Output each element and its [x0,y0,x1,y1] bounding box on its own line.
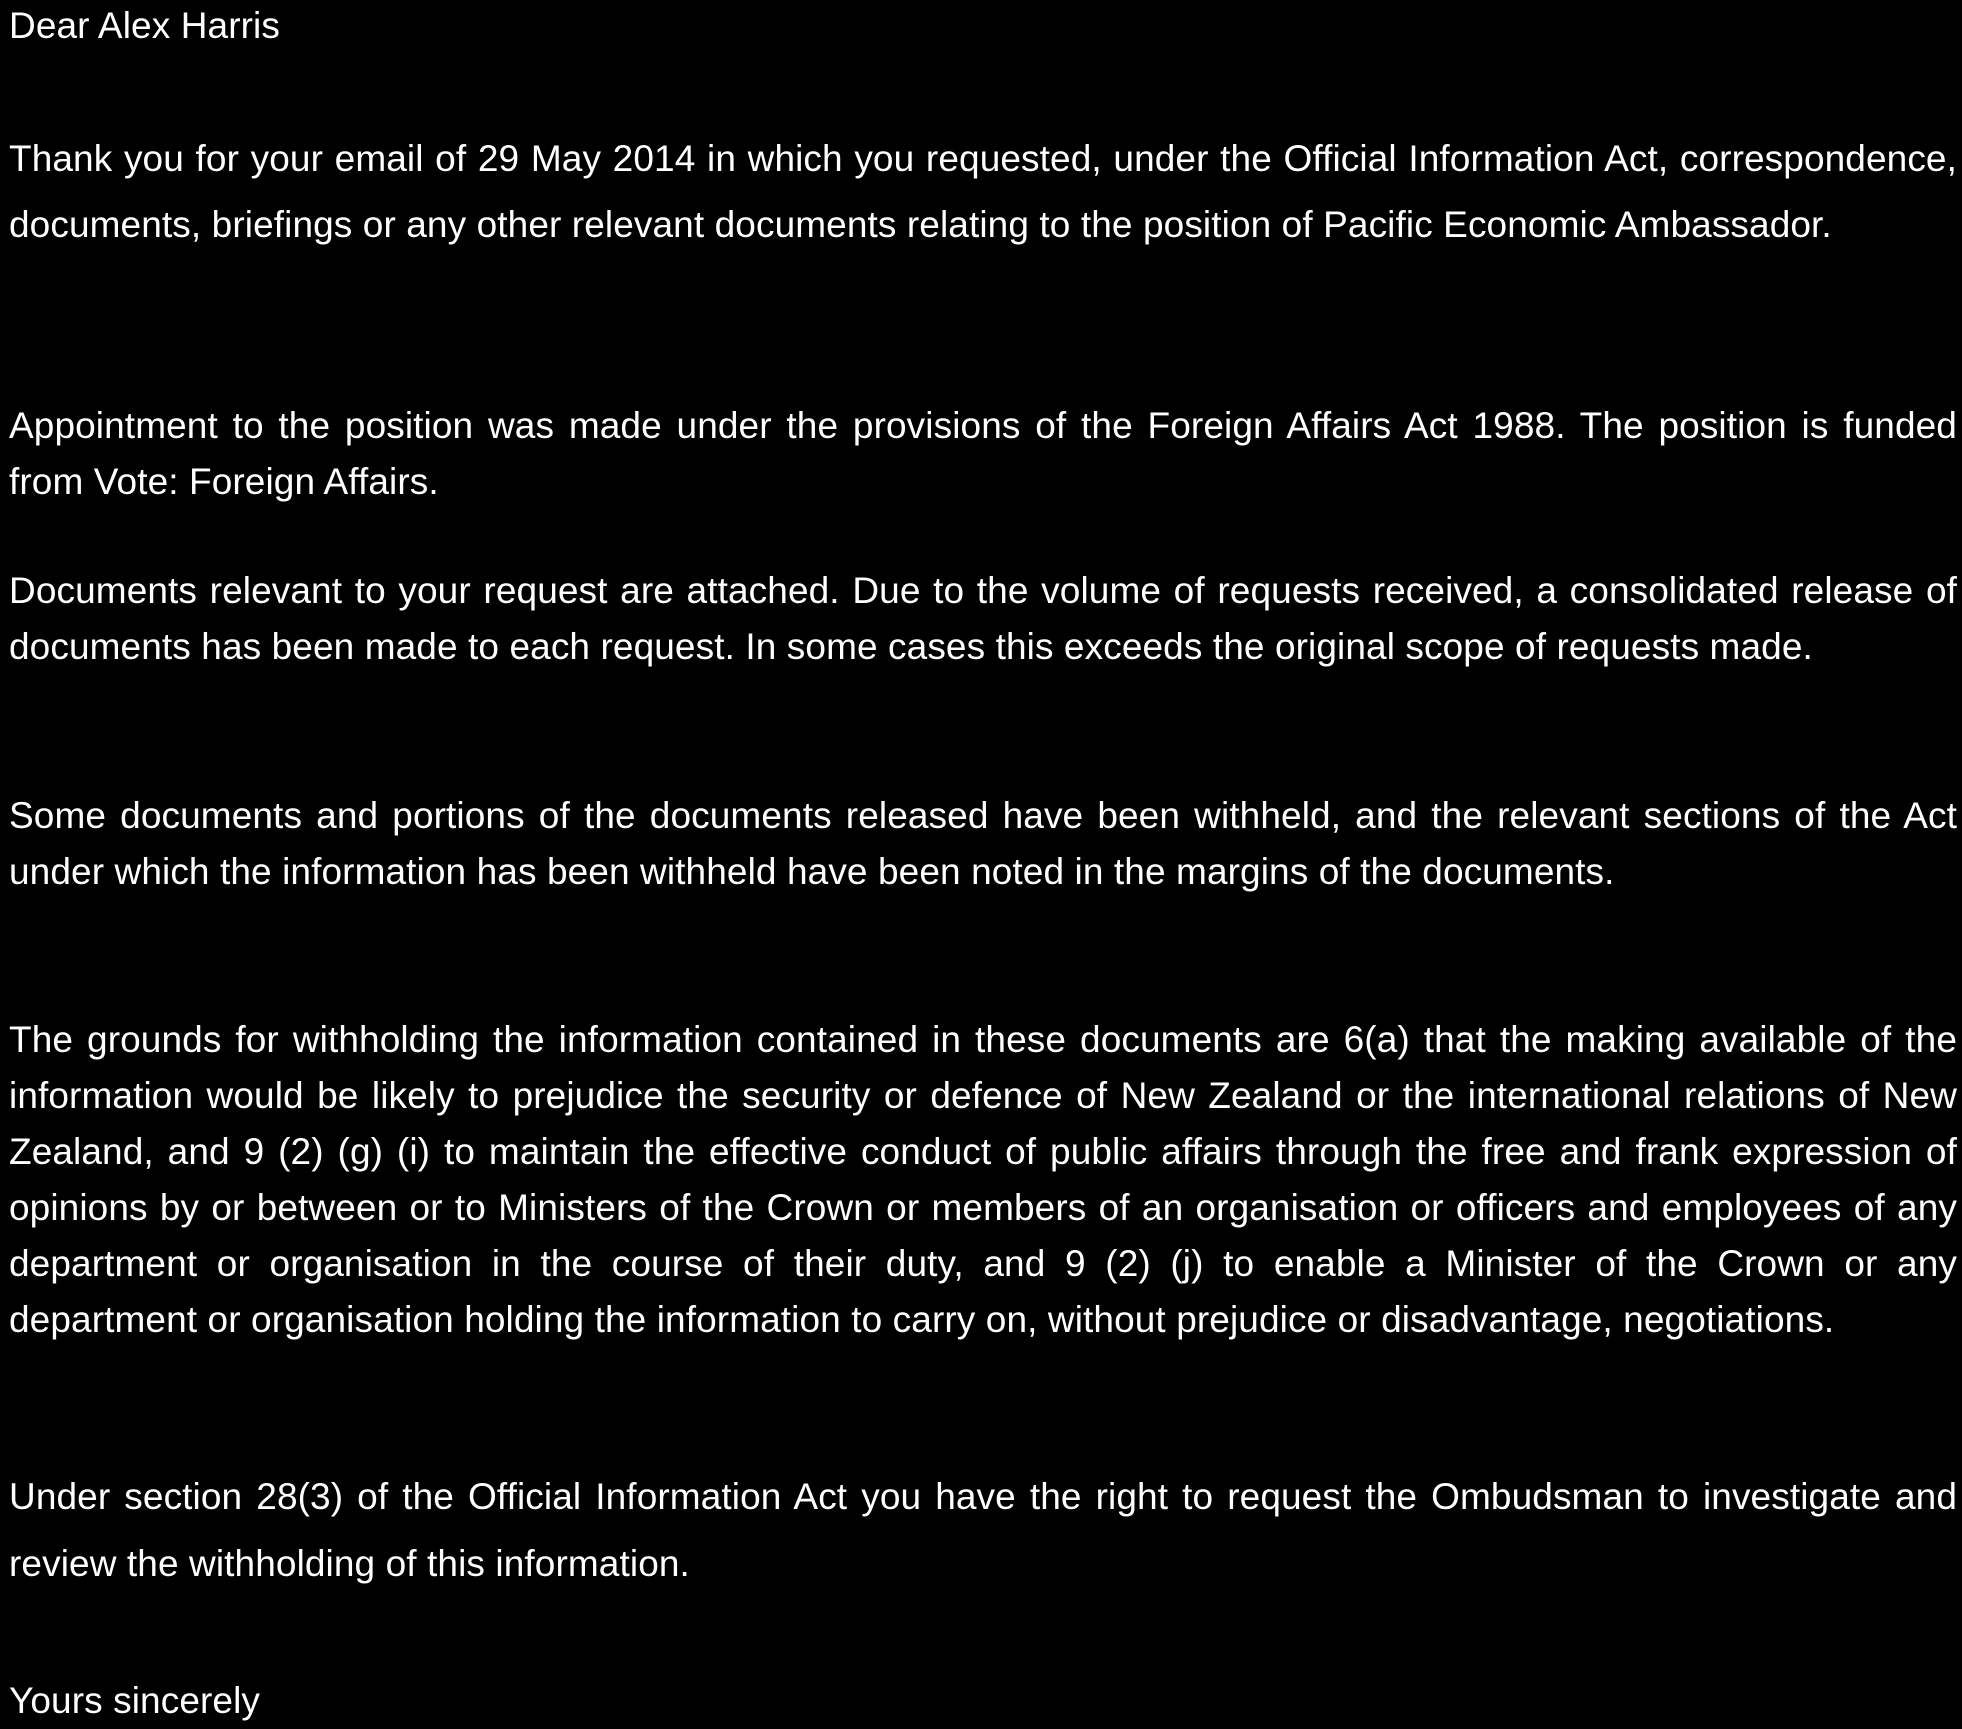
paragraph-request-acknowledgement: Thank you for your email of 29 May 2014 in which you requested, under the Official Information Act, correspondence, documents, briefings or any other relevant documents relating to the position of Pacific Economic Ambassador. [9,138,1957,245]
paragraph-ombudsman-review: Under section 28(3) of the Official Information Act you have the right to request the Ombudsman to investigate and review the withholding of this information. [9,1476,1957,1584]
paragraph-withheld-portions: Some documents and portions of the documents released have been withheld, and the relevant sections of the Act under which the information has been withheld have been noted in the margins of the documents. [9,795,1957,892]
paragraph-appointment: Appointment to the position was made under the provisions of the Foreign Affairs Act 1988. The position is funded from Vote: Foreign Affairs. [9,405,1957,502]
paragraph-documents-attached: Documents relevant to your request are attached. Due to the volume of requests received, a consolidated release of documents has been made to each request. In some cases this exceeds the original scope of requests made. [9,570,1957,667]
paragraph-withholding-grounds: The grounds for withholding the information contained in these documents are 6(a) that the making available of the information would be likely to prejudice the security or defence of New Zealand or the international relations of New Zealand, and 9 (2) (g) (i) to maintain the effective conduct of public affairs through the free and frank expression of opinions by or between or to Ministers of the Crown or members of an organisation or officers and employees of any department or organisation in the course of their duty, and 9 (2) (j) to enable a Minister of the Crown or any department or organisation holding the information to carry on, without prejudice or disadvantage, negotiations. [9,1019,1957,1340]
closing: Yours sincerely [9,1680,261,1721]
salutation: Dear Alex Harris [9,5,280,46]
